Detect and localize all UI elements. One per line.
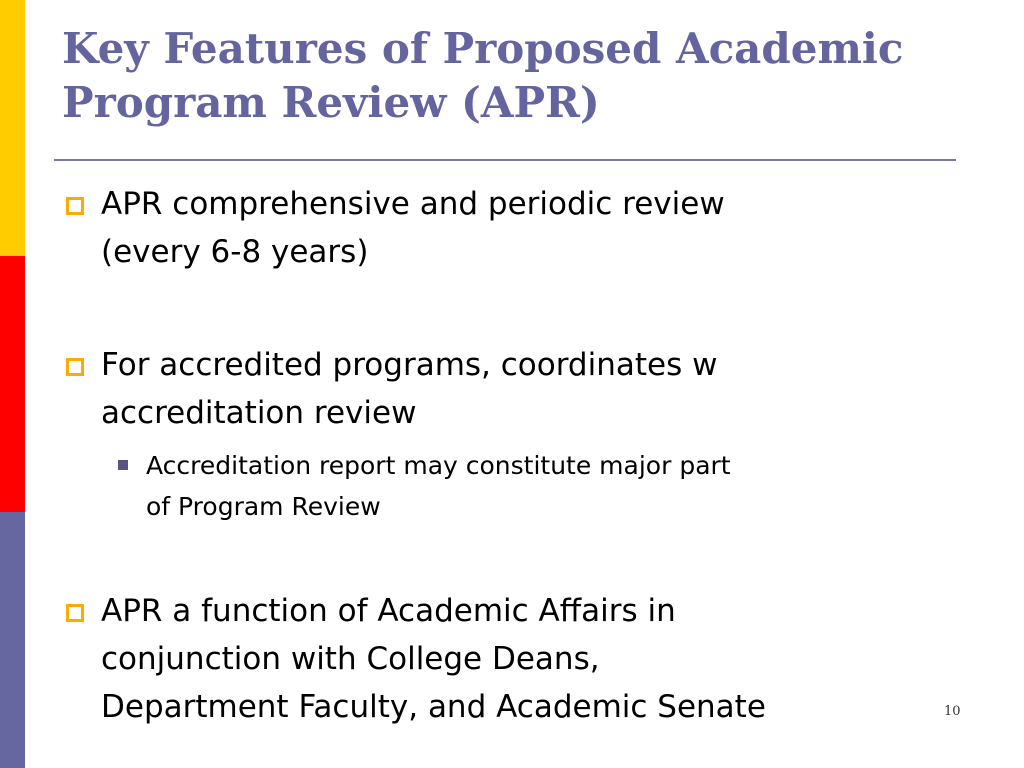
bullet-text-line: (every 6-8 years) — [101, 234, 369, 270]
bullet-text-line: APR comprehensive and periodic review — [101, 186, 725, 222]
bullet-text-line: APR a function of Academic Affairs in — [101, 593, 676, 629]
square-bullet-icon — [66, 197, 84, 215]
bullet-text-line: Department Faculty, and Academic Senate — [101, 689, 766, 725]
sub-bullet-text-line: Accreditation report may constitute major part — [146, 451, 731, 480]
bullet-item — [101, 587, 766, 731]
bullet-text-line: accreditation review — [101, 395, 417, 431]
slide-title-line: Program Review (APR) — [62, 78, 600, 127]
slide-title-line: Key Features of Proposed Academic — [62, 24, 904, 73]
square-bullet-icon — [66, 358, 84, 376]
sub-bullet-item — [146, 445, 731, 527]
square-bullet-icon — [66, 604, 84, 622]
sub-bullet-text-line: of Program Review — [146, 492, 381, 521]
page-number: 10 — [944, 704, 961, 719]
bullet-text-line: For accredited programs, coordinates w — [101, 347, 718, 383]
bullet-item — [101, 341, 717, 437]
bullet-text-line: conjunction with College Deans, — [101, 641, 600, 677]
bullet-item — [101, 180, 725, 276]
sub-bullet-icon — [118, 460, 128, 470]
